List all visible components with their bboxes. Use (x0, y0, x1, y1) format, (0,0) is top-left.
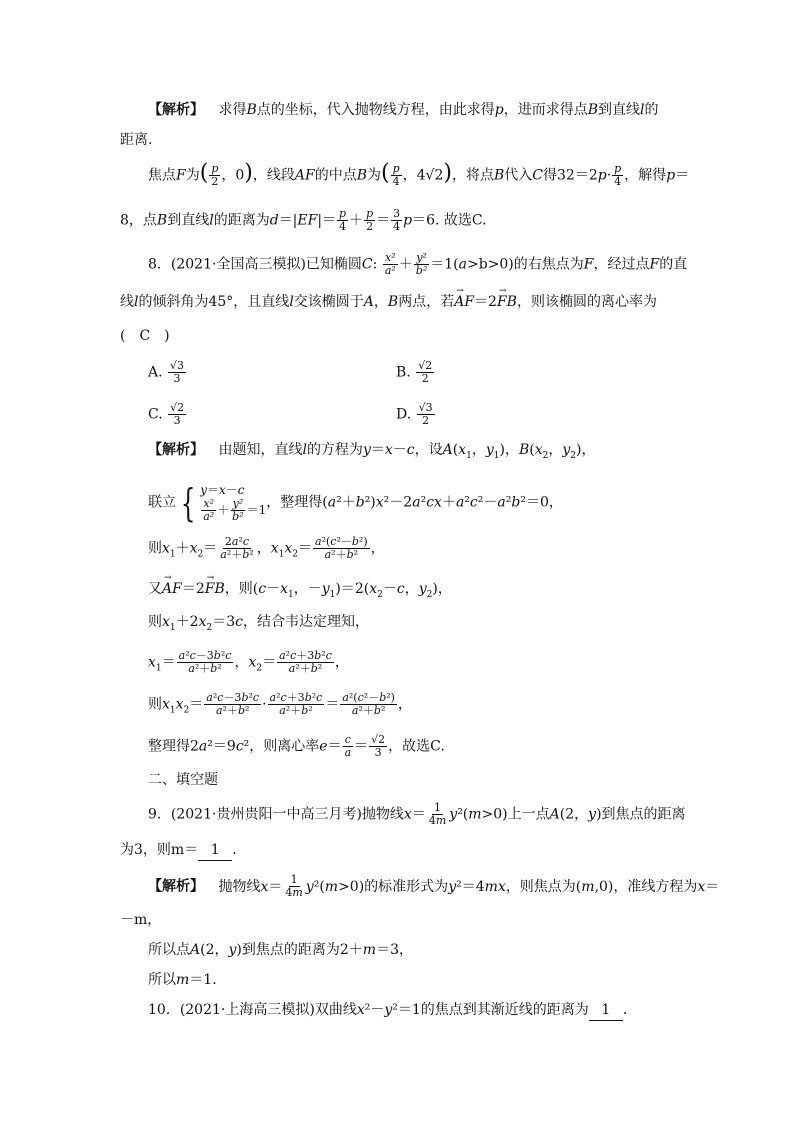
question-10-stem: 10．(2021·上海高三模拟)双曲线x²－y²＝1的焦点到其渐近线的距离为 1 . (148, 1000, 627, 1021)
solution-8-line-2: 联立 { y＝x－c $\frac{\text{x²}}{\text{a²}}$ ＋ $\frac{\text{y²}}{\text{b²}}$ ＝1 ，整理得(a²＋b²)x²－2a²cx＋a²c²－a²b²＝0， (148, 480, 563, 525)
analysis-tag: 【解析】 (148, 102, 204, 118)
answer-blank: 1 (589, 1000, 623, 1021)
solution-9-line-2: 所以点A(2，y)到焦点的距离为2＋m＝3， (148, 942, 413, 958)
section-heading: 二、填空题 (148, 772, 218, 788)
question-8-stem-1: 8．(2021·全国高三模拟)已知椭圆C: $\frac{\text{x²}}{\text{a²}}$ ＋ $\frac{\text{y²}}{\text{b²}}$ ＝1(a>b>0)的右焦点为F，经过点F的直 (148, 251, 688, 277)
solution-8-line-7: 则$x_1x_2=$ $\frac{\text{a²c－3b²c}}{\text{a²＋b²}}$ · $\frac{\text{a²c＋3b²c}}{\text{a²＋b²}}$ ＝ $\frac{\text{a²(c²－b²)}}{\text{a²＋b²}}$ ， (148, 691, 412, 717)
question-9-stem-2: 为3，则m＝ 1 . (120, 840, 237, 861)
solution-9-line-3: 所以m＝1. (148, 972, 217, 988)
solution-7-line-1b: 距离. (120, 132, 153, 148)
question-8-answer: ( C ) (120, 328, 170, 344)
option-b: B. $\frac{√2}{2}$ (396, 359, 433, 385)
solution-9-line-1b: －m， (120, 912, 162, 928)
solution-7-line-3: 8，点B到直线l的距离为d＝|EF|＝ $\frac{p}{4}$ ＋ $\frac{p}{2}$ ＝ $\frac{3}{4}$ p＝6. 故选C. (120, 207, 487, 233)
question-8-stem-2: 线l的倾斜角为45°，且直线l交该椭圆于A，B两点，若→ AF＝2→ FB，则该椭圆的离心率为 (120, 292, 657, 312)
option-d: D. $\frac{√3}{2}$ (396, 401, 433, 427)
option-a: A. $\frac{√3}{3}$ (148, 359, 185, 385)
analysis-tag: 【解析】 (148, 878, 204, 895)
solution-8-line-1: 【解析】 由题知，直线l的方程为y＝x－c，设$A(x_1$，$y_1$)，$B(x_2$，$y_2$)， (148, 442, 596, 461)
analysis-tag: 【解析】 (148, 442, 204, 458)
solution-9-line-1: 【解析】 抛物线x＝ $\frac{1}{4m}$ y²(m>0)的标准形式为y²＝4mx，则焦点为(m,0)，准线方程为x＝ (148, 873, 720, 899)
solution-7-line-1: 【解析】 求得B点的坐标，代入抛物线方程，由此求得p，进而求得点B到直线l的 (148, 102, 659, 118)
option-c: C. $\frac{√2}{3}$ (148, 401, 185, 427)
solution-8-line-4: 又→ AF＝2→ FB，则($c-x_1$，$-y_1)=2(x_2-c$，$y_2$)， (148, 579, 452, 599)
solution-8-line-3: 则$x_1+x_2=$ $\frac{\text{2a²c}}{\text{a²＋b²}}$ ，$x_1x_2=$ $\frac{\text{a²(c²－b²)}}{\text{a²＋b²}}$ ， (148, 535, 385, 561)
solution-8-line-6: $x_1=$ $\frac{\text{a²c－3b²c}}{\text{a²＋b²}}$ ，$x_2=$ $\frac{\text{a²c＋3b²c}}{\text{a²＋b²}}$ ， (148, 649, 349, 675)
question-9-stem-1: 9．(2021·贵州贵阳一中高三月考)抛物线x＝ $\frac{1}{4m}$ y²(m>0)上一点A(2，y)到焦点的距离 (148, 801, 686, 827)
solution-7-line-2: 焦点F为( $\frac{p}{2}$ ，0)，线段AF的中点B为( $\frac{p}{4}$ ，4√2)，将点B代入C得32＝2p· $\frac{p}{4}$ ，解得p＝ (148, 160, 690, 188)
solution-8-line-8: 整理得2a²＝9c²，则离心率e＝ $\frac{c}{a}$ ＝ $\frac{√2}{3}$ ，故选C. (148, 733, 445, 759)
solution-8-line-5: 则$x_1+2x_2=3c$，结合韦达定理知， (148, 614, 369, 633)
answer-blank: 1 (198, 840, 232, 861)
